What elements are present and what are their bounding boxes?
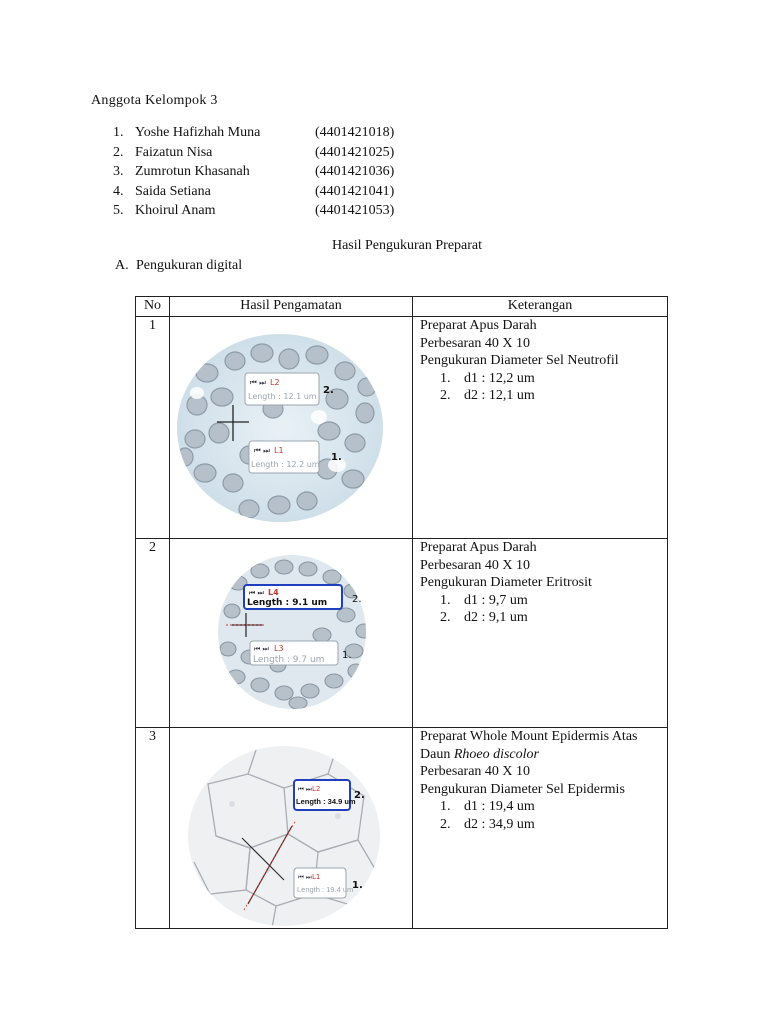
svg-text:⏮ ⏭: ⏮ ⏭ [249, 589, 264, 597]
member-number: 4. [113, 183, 124, 199]
svg-text:⏮ ⏭: ⏮ ⏭ [298, 785, 312, 793]
measurement-number: 2. [440, 388, 451, 404]
measurement-value: d2 : 12,1 um [464, 388, 535, 404]
svg-text:⏮ ⏭: ⏮ ⏭ [298, 873, 312, 881]
header-no: No [136, 297, 170, 317]
description-line: Perbesaran 40 X 10 [420, 335, 531, 351]
measure-mark: 1. [331, 452, 342, 463]
image-cell [170, 539, 413, 728]
description-line: Preparat Whole Mount Epidermis Atas [420, 729, 638, 744]
header-observation: Hasil Pengamatan [170, 297, 413, 317]
measurement-item [440, 387, 667, 405]
member-name: Zumrotun Khasanah [135, 164, 250, 179]
table-row [136, 539, 668, 728]
description-cell [413, 539, 668, 728]
section-label: Pengukuran digital [136, 258, 243, 273]
row-number-cell [136, 728, 170, 929]
measurement-item [440, 816, 667, 834]
measurement-value: d1 : 12,2 um [464, 370, 535, 386]
measurement-number: 2. [440, 610, 451, 626]
member-name: Khoirul Anam [135, 203, 216, 218]
measurement-value: d2 : 34,9 um [464, 816, 535, 832]
measurement-item [440, 592, 667, 610]
member-name: Faizatun Nisa [135, 144, 213, 160]
image-cell [170, 317, 413, 539]
description-line: Pengukuran Diameter Sel Neutrofil [420, 353, 619, 369]
measurement-item [440, 370, 667, 388]
row-number: 1 [149, 318, 156, 333]
member-nim: (4401421036) [315, 164, 395, 179]
member-nim: (4401421053) [315, 203, 395, 218]
row-number-cell [136, 317, 170, 539]
measurement-number: 1. [440, 799, 451, 815]
measure-length: Length : 19.4 um [297, 885, 354, 894]
micrograph-neutrophil [177, 333, 387, 523]
measure-length: Length : 9.1 um [247, 598, 328, 608]
svg-text:⏮ ⏭: ⏮ ⏭ [254, 446, 270, 455]
header-description: Keterangan [413, 297, 668, 317]
measure-tag: L2 [270, 378, 280, 387]
member-name: Saida Setiana [135, 183, 211, 199]
row-number: 2 [149, 540, 156, 555]
micrograph-erythrocyte [218, 553, 378, 713]
image-cell [170, 728, 413, 929]
row-number: 3 [149, 729, 156, 744]
member-name: Yoshe Hafizhah Muna [135, 125, 261, 140]
measure-tag: L2 [312, 785, 321, 793]
observation-table [135, 296, 668, 929]
species-name: Rhoeo discolor [453, 746, 539, 762]
member-number: 1. [113, 125, 124, 140]
measure-tag: L1 [274, 446, 284, 455]
document-title: Hasil Pengukuran Preparat [331, 238, 483, 253]
measurement-value: d2 : 9,1 um [464, 610, 528, 626]
measurement-value: d1 : 19,4 um [464, 799, 535, 815]
measure-length: Length : 12.1 um [248, 392, 317, 401]
measurement-number: 1. [440, 370, 451, 386]
description-line: Perbesaran 40 X 10 [420, 557, 531, 573]
description-cell [413, 728, 668, 929]
description-cell [413, 317, 668, 539]
svg-text:⏮ ⏭: ⏮ ⏭ [254, 645, 269, 653]
measurement-number: 1. [440, 592, 451, 608]
section-letter: A. [115, 258, 129, 273]
description-line-species [420, 746, 667, 764]
measurement-number: 2. [440, 816, 451, 832]
measurement-item [440, 798, 667, 816]
measurement-item [440, 609, 667, 627]
measurement-value: d1 : 9,7 um [464, 592, 528, 608]
description-line: Preparat Apus Darah [420, 540, 537, 555]
table-header-row [136, 297, 668, 317]
species-prefix: Daun [420, 746, 454, 762]
description-line: Pengukuran Diameter Sel Epidermis [420, 781, 625, 797]
measure-tag: L1 [312, 873, 321, 881]
member-nim: (4401421025) [315, 144, 395, 160]
member-number: 5. [113, 203, 124, 218]
member-nim: (4401421041) [315, 183, 395, 199]
measure-mark: 2. [323, 385, 334, 396]
measure-tag: L3 [274, 644, 284, 653]
group-heading: Anggota Kelompok 3 [91, 93, 218, 108]
table-row [136, 728, 668, 929]
description-line: Perbesaran 40 X 10 [420, 764, 531, 780]
table-row [136, 317, 668, 539]
measure-length: Length : 12.2 um [251, 460, 320, 469]
measure-label-l3 [250, 641, 352, 665]
measure-tag: L4 [268, 588, 279, 597]
measure-mark: 2. [352, 594, 362, 605]
micrograph-epidermis [188, 744, 384, 928]
member-number: 3. [113, 164, 124, 179]
description-line: Preparat Apus Darah [420, 318, 537, 333]
row-number-cell [136, 539, 170, 728]
svg-text:⏮ ⏭: ⏮ ⏭ [250, 378, 266, 387]
measure-length: Length : 9.7 um [253, 655, 325, 665]
measure-length: Length : 34.9 um [296, 797, 356, 806]
measure-mark: 2. [354, 790, 365, 801]
measure-mark: 1. [352, 880, 363, 891]
member-nim: (4401421018) [315, 125, 395, 140]
member-number: 2. [113, 144, 124, 160]
measure-mark: 1. [342, 650, 352, 661]
description-line: Pengukuran Diameter Eritrosit [420, 575, 592, 591]
